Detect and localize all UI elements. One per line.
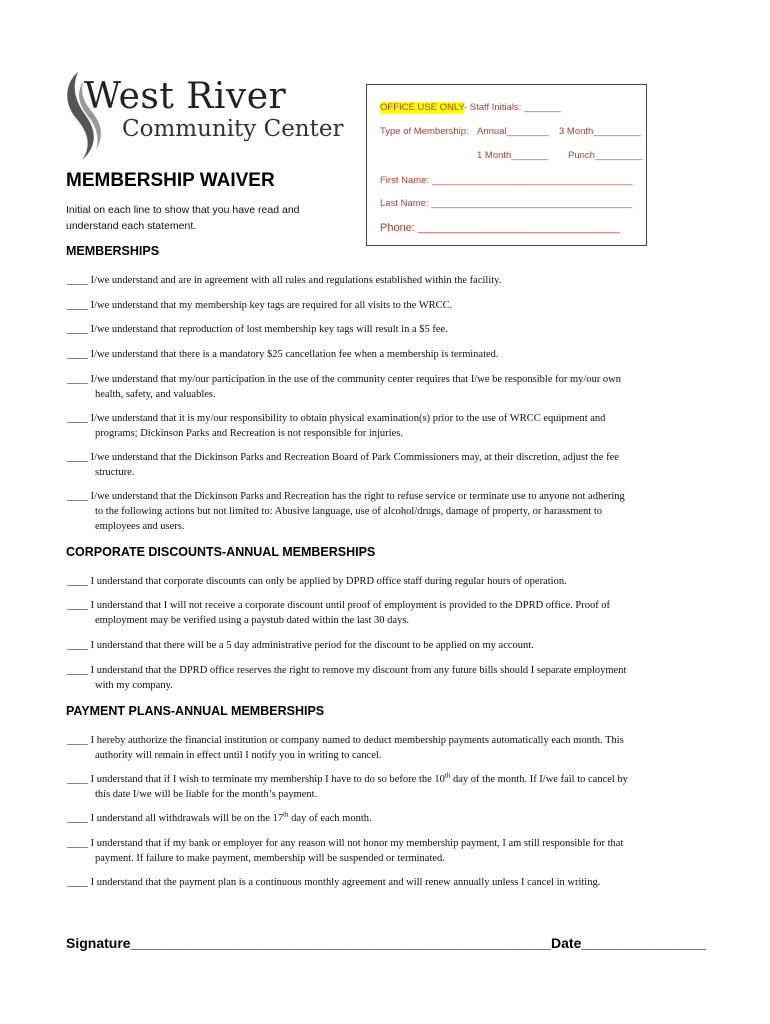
statement-text: ____ I/we understand that there is a mandatory $25 cancellation fee when a membership is terminated. (67, 349, 499, 360)
logo-title: West River (84, 76, 287, 117)
statement-text: ____ I/we understand that reproduction of lost membership key tags will result in a $5 fee. (67, 324, 448, 335)
statement-text: ____ I understand that if I wish to terminate my membership I have to do so before the 10th day of the month. If I/we fail to cancel by (67, 771, 628, 785)
statement-continuation: programs; Dickinson Parks and Recreation is not responsible for injuries. (95, 428, 403, 439)
payment-statement[interactable] (67, 772, 679, 802)
payment-statement[interactable] (67, 836, 679, 866)
statement-text: ____ I/we understand that the Dickinson Parks and Recreation has the right to refuse service or terminate use to anyone not adhering (67, 491, 625, 502)
statement-text: ____ I/we understand that my membership key tags are required for all visits to the WRCC. (67, 300, 453, 311)
membership-statement[interactable] (67, 411, 679, 441)
statement-continuation: to the following actions but not limited to: Abusive language, use of alcohol/drugs, damage of property, or harassment to (95, 506, 603, 517)
page-title: MEMBERSHIP WAIVER (66, 170, 275, 191)
statement-continuation: structure. (95, 467, 135, 478)
date-label: Date (551, 935, 582, 951)
statement-text: ____ I understand that the payment plan is a continuous monthly agreement and will renew annually unless I cancel in writing. (67, 877, 601, 888)
statement-text: ____ I/we understand that the Dickinson Parks and Recreation Board of Park Commissioners may, at their discretion, adjust the fee (67, 452, 619, 463)
instructions-text: Initial on each line to show that you have read and understand each statement. (66, 204, 300, 232)
payment-statement[interactable] (67, 875, 679, 890)
statement-text: ____ I hereby authorize the financial institution or company named to deduct membership payments automatically each month. This (67, 735, 624, 746)
statement-text: ____ I understand that I will not receive a corporate discount until proof of employment is provided to the DPRD office. Proof of (67, 600, 611, 611)
statement-continuation: this date I/we will be liable for the month’s payment. (95, 789, 318, 800)
corporate-statement[interactable] (67, 638, 679, 653)
payment-plans-heading: PAYMENT PLANS-ANNUAL MEMBERSHIPS (66, 704, 325, 718)
statement-text: ____ I/we understand that my/our participation in the use of the community center requires that I/we be responsible for my/our own (67, 374, 622, 385)
office-use-header (380, 102, 561, 113)
signature-row (66, 935, 706, 951)
statement-text: ____ I/we understand and are in agreement with all rules and regulations established within the facility. (67, 275, 502, 286)
punch-option-field[interactable]: Punch_________ (568, 150, 643, 161)
one-month-option-field[interactable]: 1 Month_______ (477, 150, 549, 161)
statement-continuation: employees and users. (95, 521, 185, 532)
membership-statement[interactable] (67, 298, 679, 313)
statement-text: ____ I understand that the DPRD office reserves the right to remove my discount from any future bills should I separate employment (67, 665, 627, 676)
statement-text: ____ I understand all withdrawals will be on the 17th day of each month. (67, 810, 372, 824)
statement-continuation: health, safety, and valuables. (95, 389, 216, 400)
signature-label: Signature (66, 935, 131, 951)
statement-continuation: with my company. (95, 680, 173, 691)
memberships-heading: MEMBERSHIPS (66, 244, 160, 258)
logo-subtitle: Community Center (122, 116, 344, 142)
membership-statement[interactable] (67, 450, 679, 480)
corporate-statement[interactable] (67, 598, 679, 628)
staff-initials-field[interactable]: - Staff Initials: _______ (463, 102, 561, 113)
signature-field[interactable]: ______________________________________________________ (130, 935, 552, 951)
payment-statement[interactable] (67, 733, 679, 763)
statement-continuation: employment may be verified using a paystub dated within the last 30 days. (95, 615, 410, 626)
membership-statement[interactable] (67, 322, 679, 337)
office-use-only-label: OFFICE USE ONLY (380, 102, 464, 113)
phone-field[interactable]: Phone: _________________________________ (380, 222, 620, 234)
corporate-statement[interactable] (67, 663, 679, 693)
annual-option-field[interactable]: Annual________ (477, 126, 549, 137)
membership-statement[interactable] (67, 372, 679, 402)
date-field[interactable]: ________________ (581, 935, 706, 951)
statement-text: ____ I understand that corporate discounts can only be applied by DPRD office staff during regular hours of operation. (67, 576, 567, 587)
statement-text: ____ I understand that there will be a 5 day administrative period for the discount to be applied on my account. (67, 640, 534, 651)
payment-statement[interactable] (67, 811, 679, 826)
wrcc-logo (62, 70, 352, 160)
statement-text: ____ I/we understand that it is my/our responsibility to obtain physical examination(s) prior to the use of WRCC equipment and (67, 413, 606, 424)
last-name-field[interactable]: Last Name: ______________________________________ (380, 198, 632, 209)
corporate-discounts-heading: CORPORATE DISCOUNTS-ANNUAL MEMBERSHIPS (66, 545, 376, 559)
first-name-field[interactable]: First Name: ______________________________________ (380, 175, 633, 186)
three-month-option-field[interactable]: 3 Month_________ (559, 126, 641, 137)
membership-statement[interactable] (67, 489, 679, 534)
statement-text: ____ I understand that if my bank or employer for any reason will not honor my membership payment, I am still responsible for that (67, 838, 624, 849)
statement-continuation: payment. If failure to make payment, membership will be suspended or terminated. (95, 853, 445, 864)
membership-type-label: Type of Membership: (380, 126, 469, 137)
membership-statement[interactable] (67, 347, 679, 362)
statement-continuation: authority will remain in effect until I notify you in writing to cancel. (95, 750, 382, 761)
office-use-box (366, 84, 647, 246)
membership-statement[interactable] (67, 273, 679, 288)
corporate-statement[interactable] (67, 574, 679, 589)
